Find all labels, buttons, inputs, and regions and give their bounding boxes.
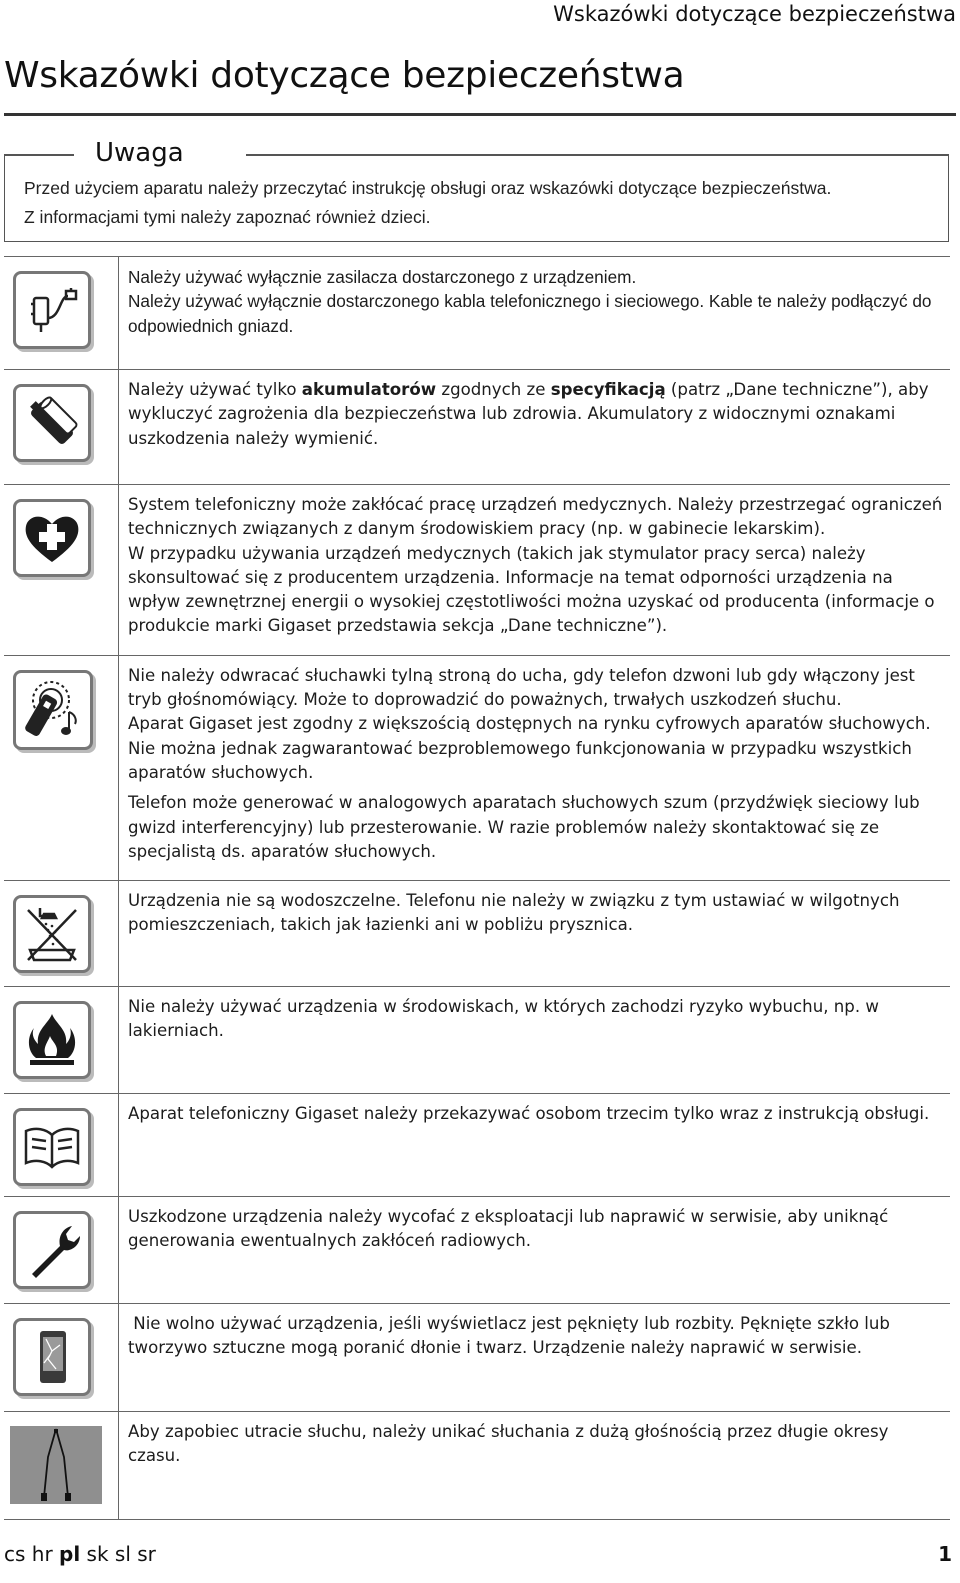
row-text: Nie wolno używać urządzenia, jeśli wyświetlacz jest pęknięty lub rozbity. Pęknięte szkło lub tworzywo sztuczne mogą poranić dłonie i twarz. Urządzenie należy naprawić w serwisie. [128,1314,896,1358]
language-index [4,1542,156,1566]
row-text: Telefon może generować w analogowych aparatach słuchowych szum (przydźwięk sieciowy lub gwizd interferencyjny) lub przesterowanie. W razie problemów należy skontaktować się ze specjalistą ds. aparatów słuchowych. [128,793,920,861]
note-line-1: Przed użyciem aparatu należy przeczytać instrukcję obsługi oraz wskazówki dotyczące bezpieczeństwa. [24,178,832,198]
bold-term: specyfikacją [550,380,666,399]
safety-row [4,881,950,987]
power-adapter-icon [13,271,91,349]
safety-row [4,655,950,880]
text-span: Należy używać tylko [128,380,302,399]
text-span: (patrz „Dane techniczne”), aby wykluczyć zagrożenia dla bezpieczeństwa lub zdrowia. Akumulatory z widocznymi oznakami uszkodzenia należy wymienić. [128,380,929,448]
row-text: Nie należy używać urządzenia w środowiskach, w których zachodzi ryzyko wybuchu, np. w lakierniach. [128,997,879,1041]
row-text: Uszkodzone urządzenia należy wycofać z eksploatacji lub naprawić w serwisie, aby uniknąć generowania ewentualnych zakłóceń radiowych. [128,1207,889,1251]
note-border-right [246,154,949,156]
safety-row [4,370,950,485]
note-text [24,174,944,232]
language-codes: cs hr [4,1542,60,1566]
text-span: zgodnych ze [436,380,551,399]
safety-row [4,257,950,370]
medical-heart-icon [13,499,91,577]
row-text: Aparat telefoniczny Gigaset należy przekazywać osobom trzecim tylko wraz z instrukcją obsługi. [128,1104,930,1124]
earphones-icon [10,1426,102,1504]
safety-table [4,256,950,1520]
row-text: Aby zapobiec utracie słuchu, należy unikać słuchania z dużą głośnością przez długie okresy czasu. [128,1422,889,1466]
fire-icon [13,1001,91,1079]
note-line-2: Z informacjami tymi należy zapoznać również dzieci. [24,207,431,227]
running-header: Wskazówki dotyczące bezpieczeństwa [553,2,956,26]
no-shower-icon [13,895,91,973]
safety-row [4,987,950,1094]
safety-row [4,1197,950,1304]
manual-book-icon [13,1108,91,1186]
safety-row [4,1412,950,1520]
row-text [128,378,946,451]
row-text: Aparat Gigaset jest zgodny z większością dostępnych na rynku cyfrowych aparatów słuchowych. Nie można jednak zagwarantować bezproblemowego funkcjonowania w przypadku wszystkich aparatów słuchowych. [128,714,931,782]
bold-term: akumulatorów [301,380,437,399]
page-title: Wskazówki dotyczące bezpieczeństwa [4,55,685,96]
broken-display-icon [13,1318,91,1396]
row-text: Należy używać wyłącznie dostarczonego kabla telefonicznego i sieciowego. Kable te należy podłączyć do odpowiednich gniazd. [128,291,932,336]
battery-icon [13,384,91,462]
row-text: Nie należy odwracać słuchawki tylną stroną do ucha, gdy telefon dzwoni lub gdy włączony jest tryb głośnomówiący. Może to doprowadzić do poważnych, trwałych uszkodzeń słuchu. [128,665,915,710]
handset-ringing-icon [13,670,93,750]
safety-row [4,1094,950,1197]
row-text: System telefoniczny może zakłócać pracę urządzeń medycznych. Należy przestrzegać ograniczeń technicznych związanych z danym środowiskiem pracy (np. w gabinecie lekarskim). [128,495,943,539]
wrench-icon [13,1211,91,1289]
safety-row [4,485,950,656]
note-heading: Uwaga [95,138,184,168]
title-rule [4,113,956,116]
safety-row [4,1304,950,1412]
active-language: pl [59,1542,81,1566]
row-text: Urządzenia nie są wodoszczelne. Telefonu nie należy w związku z tym ustawiać w wilgotnych pomieszczeniach, takich jak łazienki ani w pobliżu prysznica. [128,891,900,935]
row-text: W przypadku używania urządzeń medycznych (takich jak stymulator pracy serca) należy skonsultować się z producentem urządzenia. Informacje na temat odporności urządzenia na wpływ zewnętrznej energii o wysokiej częstotliwości można uzyskać od producenta (informacje o produkcie marki Gigaset przedstawia sekcja „Dane techniczne”). [128,543,935,636]
row-text: Należy używać wyłącznie zasilacza dostarczonego z urządzeniem. [128,267,637,287]
note-border-left [4,154,74,156]
page-number: 1 [938,1542,952,1566]
language-codes: sk sl sr [80,1542,156,1566]
